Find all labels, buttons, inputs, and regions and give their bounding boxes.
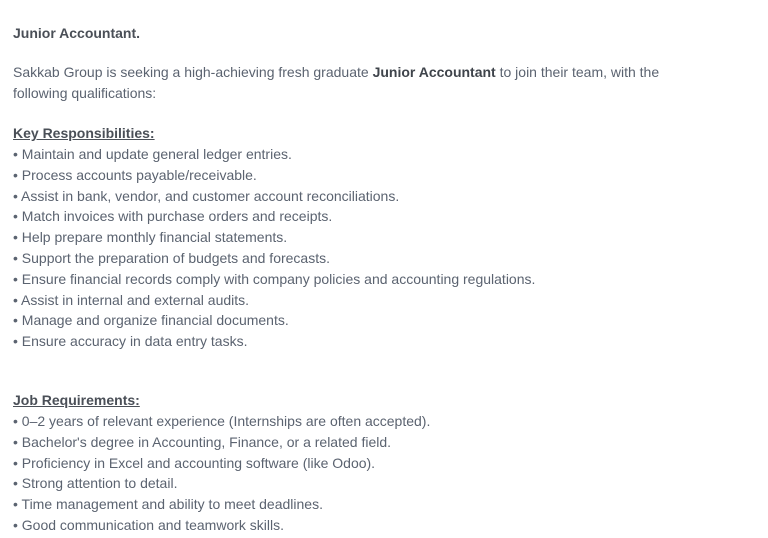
- list-item: • Support the preparation of budgets and forecasts.: [13, 249, 330, 266]
- list-item: • Bachelor's degree in Accounting, Finance, or a related field.: [13, 433, 392, 450]
- list-item: • Manage and organize financial documents.: [13, 312, 289, 329]
- list-item: • Strong attention to detail.: [13, 475, 178, 492]
- list-item: • Process accounts payable/receivable.: [13, 166, 257, 183]
- list-item: • Help prepare monthly financial statements.: [13, 229, 288, 246]
- intro-text-after: to join their team, with the following qualifications:: [13, 64, 660, 101]
- list-item: • Assist in internal and external audits.: [13, 291, 250, 308]
- requirements-heading: Job Requirements:: [13, 392, 140, 408]
- job-title: Junior Accountant.: [13, 25, 141, 41]
- list-item: • Maintain and update general ledger entries.: [13, 146, 292, 162]
- intro-text-before: Sakkab Group is seeking a high-achieving fresh graduate: [13, 64, 373, 80]
- list-item: • Proficiency in Excel and accounting software (like Odoo).: [13, 454, 376, 471]
- list-item: • Match invoices with purchase orders and receipts.: [13, 208, 333, 225]
- list-item: • Good communication and teamwork skills.: [13, 516, 285, 533]
- responsibilities-heading: Key Responsibilities:: [13, 125, 155, 141]
- requirements-list: [13, 411, 430, 536]
- list-item: • Time management and ability to meet deadlines.: [13, 496, 323, 513]
- list-item: • 0–2 years of relevant experience (Internships are often accepted).: [13, 413, 431, 429]
- list-item: • Ensure financial records comply with company policies and accounting regulations.: [13, 270, 536, 287]
- intro-highlight: Junior Accountant: [372, 64, 496, 80]
- intro-paragraph: [13, 62, 713, 103]
- list-item: • Assist in bank, vendor, and customer account reconciliations.: [13, 187, 400, 204]
- list-item: • Ensure accuracy in data entry tasks.: [13, 333, 248, 350]
- responsibilities-list: [13, 144, 535, 352]
